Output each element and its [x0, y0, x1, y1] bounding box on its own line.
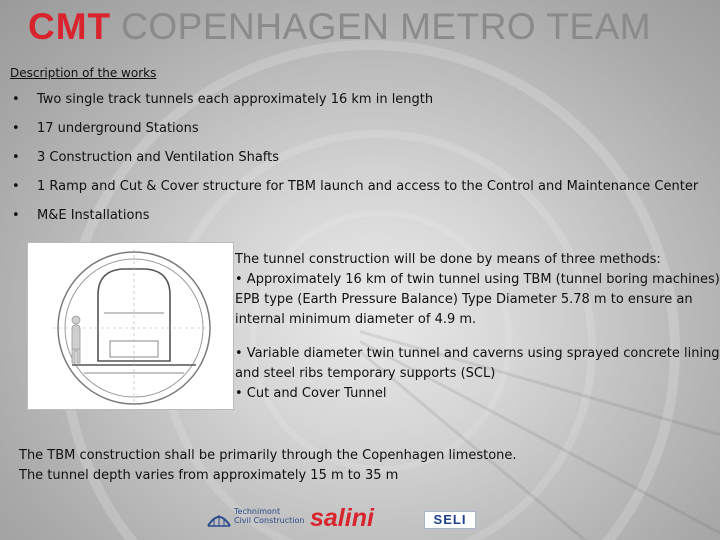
section-title: Description of the works — [10, 66, 157, 80]
salini-logo: salini — [310, 504, 374, 532]
method-cut-and-cover: • Cut and Cover Tunnel — [235, 386, 387, 401]
seli-logo: SELI — [424, 511, 476, 529]
partner-logos — [0, 500, 720, 540]
brand-title — [28, 4, 651, 50]
bullet-icon: • — [12, 179, 20, 194]
method-scl: • Variable diameter twin tunnel and caverns using sprayed concrete lining and steel ribs temporary supports (SCL) — [235, 346, 720, 381]
method-tbm: • Approximately 16 km of twin tunnel using TBM (tunnel boring machines) EPB type (Earth Pressure Balance) Type Diameter 5.78 m to ensure an internal minimum diameter of 4.9 m. — [235, 272, 720, 327]
closing-line: The tunnel depth varies from approximately 15 m to 35 m — [19, 468, 399, 483]
bridge-icon — [206, 506, 232, 528]
methods-intro: The tunnel construction will be done by means of three methods: — [235, 252, 661, 267]
brand-abbreviation: CMT — [28, 6, 112, 47]
brand-full-name: COPENHAGEN METRO TEAM — [121, 6, 652, 47]
construction-methods-text — [235, 250, 720, 404]
bullet-icon: • — [12, 150, 20, 165]
closing-text — [19, 446, 517, 486]
bullet-icon: • — [12, 92, 20, 107]
closing-line: The TBM construction shall be primarily through the Copenhagen limestone. — [19, 448, 517, 463]
bullet-icon: • — [12, 121, 20, 136]
technimont-logo: Technimont Civil Construction — [206, 506, 288, 528]
header — [0, 0, 720, 58]
tunnel-cross-section-drawing — [27, 242, 234, 410]
bullet-icon: • — [12, 208, 20, 223]
